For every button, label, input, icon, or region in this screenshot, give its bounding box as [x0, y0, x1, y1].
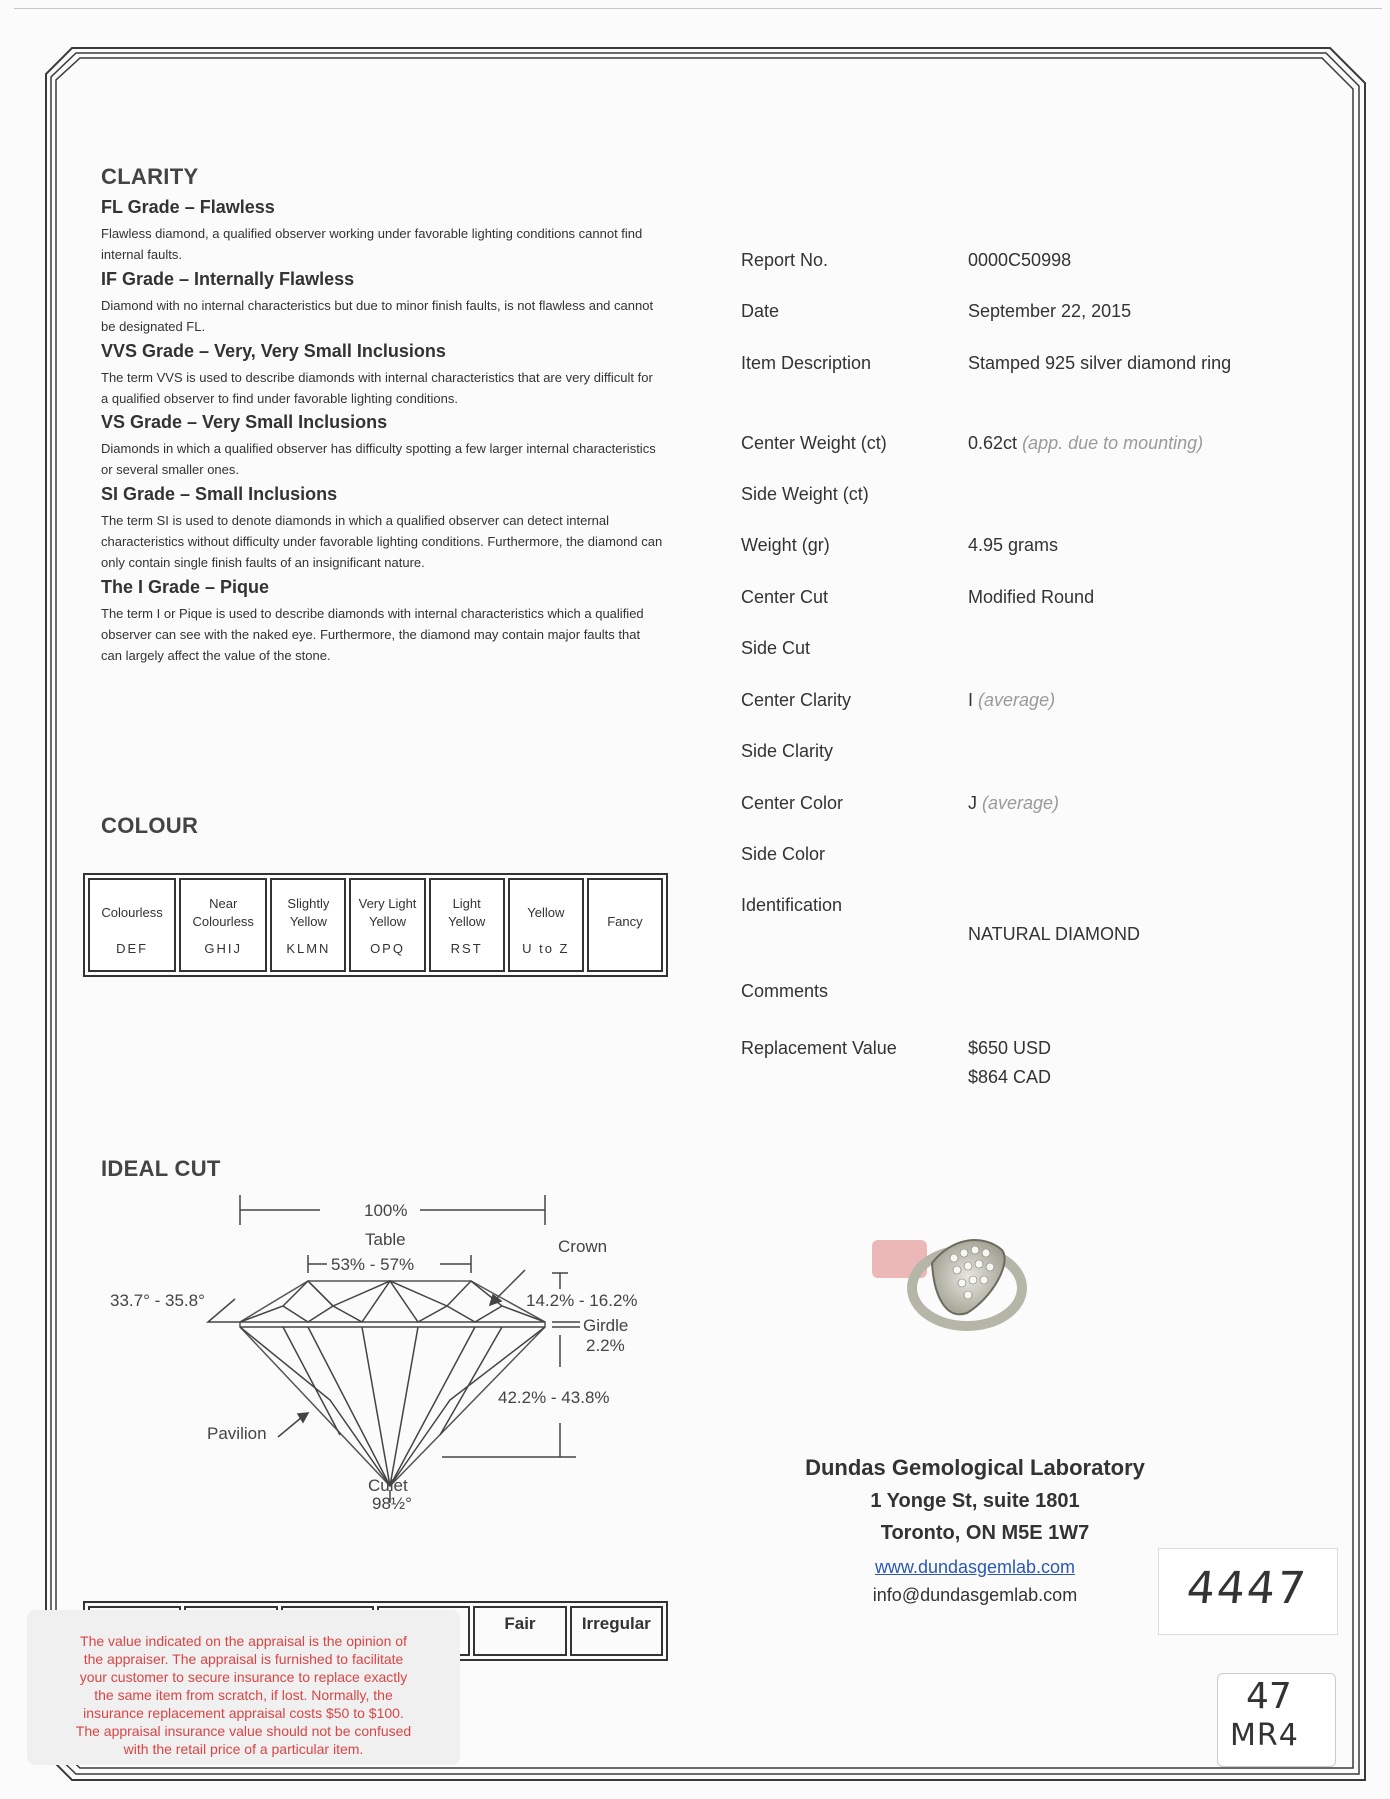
grade-heading: FL Grade – Flawless	[101, 197, 275, 217]
field-label-date: Date	[741, 301, 780, 321]
colour-cell	[587, 878, 663, 972]
field-label-center-weight: Center Weight (ct)	[741, 433, 887, 453]
lab-address-line2: Toronto, ON M5E 1W7	[880, 1522, 1090, 1544]
cut-grade-fair: Fair	[473, 1606, 566, 1656]
colour-cell	[179, 878, 267, 972]
field-label-comments: Comments	[741, 981, 829, 1001]
clarity-grade-vs	[101, 412, 661, 480]
colour-cell-letters: RST	[450, 941, 483, 956]
colour-cell	[349, 878, 425, 972]
handwritten-code: MR4	[1230, 1718, 1299, 1753]
ideal-cut-title: IDEAL CUT	[101, 1156, 221, 1181]
colour-cell	[508, 878, 584, 972]
colour-cell-label: Yellow	[527, 904, 565, 920]
field-label-item-description: Item Description	[741, 353, 872, 373]
clarity-grade-vvs	[101, 341, 661, 409]
lab-email: info@dundasgemlab.com	[872, 1585, 1078, 1605]
disclaimer-line: the same item from scratch, if lost. Normally, the	[94, 1687, 393, 1703]
grade-heading: VS Grade – Very Small Inclusions	[101, 412, 388, 432]
field-label-report-no: Report No.	[741, 250, 829, 270]
ring-photo	[872, 1228, 1027, 1338]
field-value-date: September 22, 2015	[968, 301, 1132, 321]
disclaimer-line: The appraisal insurance value should not be confused	[75, 1723, 412, 1739]
label-girdle: Girdle	[583, 1316, 629, 1335]
center-clarity-value: I	[968, 690, 974, 710]
field-label-side-clarity: Side Clarity	[741, 741, 834, 761]
colour-cell-label: Very Light Yellow	[358, 895, 417, 929]
label-pavilion: Pavilion	[207, 1424, 267, 1443]
center-clarity-note: (average)	[978, 690, 1056, 710]
colour-cell-label: Light Yellow	[448, 895, 486, 929]
field-value-weight-gr: 4.95 grams	[968, 535, 1059, 555]
disclaimer-line: the appraiser. The appraisal is furnished to facilitate	[83, 1651, 404, 1667]
field-value-item-description: Stamped 925 silver diamond ring	[968, 353, 1232, 373]
grade-description: The term SI is used to denote diamonds in which a qualified observer can detect internal characteristics without difficulty under favorable lighting conditions. Furthermore, the diamond can only contain single finish faults of an insignificant nature.	[101, 513, 663, 570]
field-label-center-cut: Center Cut	[741, 587, 829, 607]
field-value-report-no: 0000C50998	[968, 250, 1072, 270]
grade-heading: IF Grade – Internally Flawless	[101, 269, 355, 289]
label-girdle-pct: 2.2%	[586, 1336, 625, 1355]
colour-cell	[270, 878, 346, 972]
field-value-center-weight	[968, 433, 1203, 454]
handwritten-number-box	[1158, 1548, 1338, 1635]
colour-cell-letters: GHIJ	[204, 941, 243, 956]
grade-heading: VVS Grade – Very, Very Small Inclusions	[101, 341, 446, 361]
grade-description: Diamonds in which a qualified observer has difficulty spotting a few larger internal characteristics or several smaller ones.	[101, 441, 656, 477]
field-label-identification: Identification	[741, 895, 843, 915]
colour-cell-letters: DEF	[116, 941, 149, 956]
grade-heading: The I Grade – Pique	[101, 577, 270, 597]
lab-name: Dundas Gemological Laboratory	[805, 1455, 1145, 1480]
field-value-identification: NATURAL DIAMOND	[968, 924, 1141, 944]
colour-cell-label: Slightly Yellow	[287, 895, 330, 929]
colour-title: COLOUR	[101, 813, 199, 838]
field-label-side-weight: Side Weight (ct)	[741, 484, 869, 504]
colour-cell-letters: KLMN	[286, 941, 331, 956]
cut-grade-irregular: Irregular	[570, 1606, 663, 1656]
center-color-value: J	[968, 793, 977, 813]
handwritten-number: 4447	[1184, 1563, 1310, 1614]
handwritten-lot-box	[1217, 1673, 1336, 1767]
lab-website-link[interactable]: www.dundasgemlab.com	[874, 1557, 1076, 1577]
colour-cell-label: Fancy	[607, 913, 643, 929]
clarity-grade-i	[101, 577, 661, 666]
field-value-center-color	[968, 793, 1059, 814]
field-label-side-color: Side Color	[741, 844, 826, 864]
field-value-replacement-usd: $650 USD	[968, 1038, 1052, 1058]
field-label-replacement-value: Replacement Value	[741, 1038, 897, 1058]
colour-cell	[88, 878, 176, 972]
label-crown-height: 14.2% - 16.2%	[526, 1291, 638, 1310]
grade-description: Flawless diamond, a qualified observer working under favorable lighting conditions cannot find internal faults.	[101, 226, 643, 262]
colour-cell-letters: OPQ	[370, 941, 405, 956]
colour-cell-letters: U to Z	[522, 941, 570, 956]
clarity-title: CLARITY	[101, 164, 199, 189]
label-pavilion-depth: 42.2% - 43.8%	[498, 1388, 610, 1407]
appraisal-disclaimer-sticker	[27, 1610, 460, 1765]
field-label-center-clarity: Center Clarity	[741, 690, 852, 710]
label-table: Table	[365, 1230, 406, 1249]
lab-address-line1: 1 Yonge St, suite 1801	[870, 1490, 1080, 1512]
clarity-grade-fl	[101, 197, 661, 265]
disclaimer-line: with the retail price of a particular item.	[123, 1741, 364, 1757]
label-crown-angle: 33.7° - 35.8°	[110, 1291, 205, 1310]
disclaimer-line: insurance replacement appraisal costs $50 to $100.	[83, 1705, 404, 1721]
field-label-center-color: Center Color	[741, 793, 844, 813]
center-color-note: (average)	[982, 793, 1060, 813]
disclaimer-line: The value indicated on the appraisal is the opinion of	[80, 1633, 407, 1649]
label-width: 100%	[364, 1201, 408, 1220]
label-culet: Culet	[368, 1476, 408, 1495]
label-crown: Crown	[558, 1237, 608, 1256]
grade-heading: SI Grade – Small Inclusions	[101, 484, 338, 504]
grade-description: The term VVS is used to describe diamonds with internal characteristics that are very difficult for a qualified observer to find under favorable lighting conditions.	[101, 370, 653, 406]
field-label-weight-gr: Weight (gr)	[741, 535, 830, 555]
label-culet-angle: 98½°	[372, 1494, 412, 1513]
grade-description: Diamond with no internal characteristics but due to minor finish faults, is not flawless and cannot be designated FL.	[101, 298, 654, 334]
field-label-side-cut: Side Cut	[741, 638, 811, 658]
label-table-range: 53% - 57%	[331, 1255, 415, 1274]
colour-scale-table	[83, 873, 668, 977]
field-value-replacement-cad: $864 CAD	[968, 1067, 1052, 1087]
colour-cell-label: Near Colourless	[192, 895, 254, 929]
diamond-cut-diagram	[90, 1185, 680, 1515]
colour-cell-label: Colourless	[101, 904, 163, 920]
field-value-center-cut: Modified Round	[968, 587, 1095, 607]
center-weight-note: (app. due to mounting)	[1022, 433, 1204, 453]
clarity-grade-if	[101, 269, 661, 337]
clarity-grade-si	[101, 484, 671, 573]
grade-description: The term I or Pique is used to describe diamonds with internal characteristics which a qualified observer can see with the naked eye. Furthermore, the diamond may contain major faults that can largely affect the value of the stone.	[101, 606, 644, 663]
disclaimer-line: your customer to secure insurance to replace exactly	[79, 1669, 408, 1685]
center-weight-value: 0.62ct	[968, 433, 1018, 453]
field-value-center-clarity	[968, 690, 1055, 711]
handwritten-lot: 47	[1246, 1676, 1292, 1717]
colour-cell	[429, 878, 505, 972]
